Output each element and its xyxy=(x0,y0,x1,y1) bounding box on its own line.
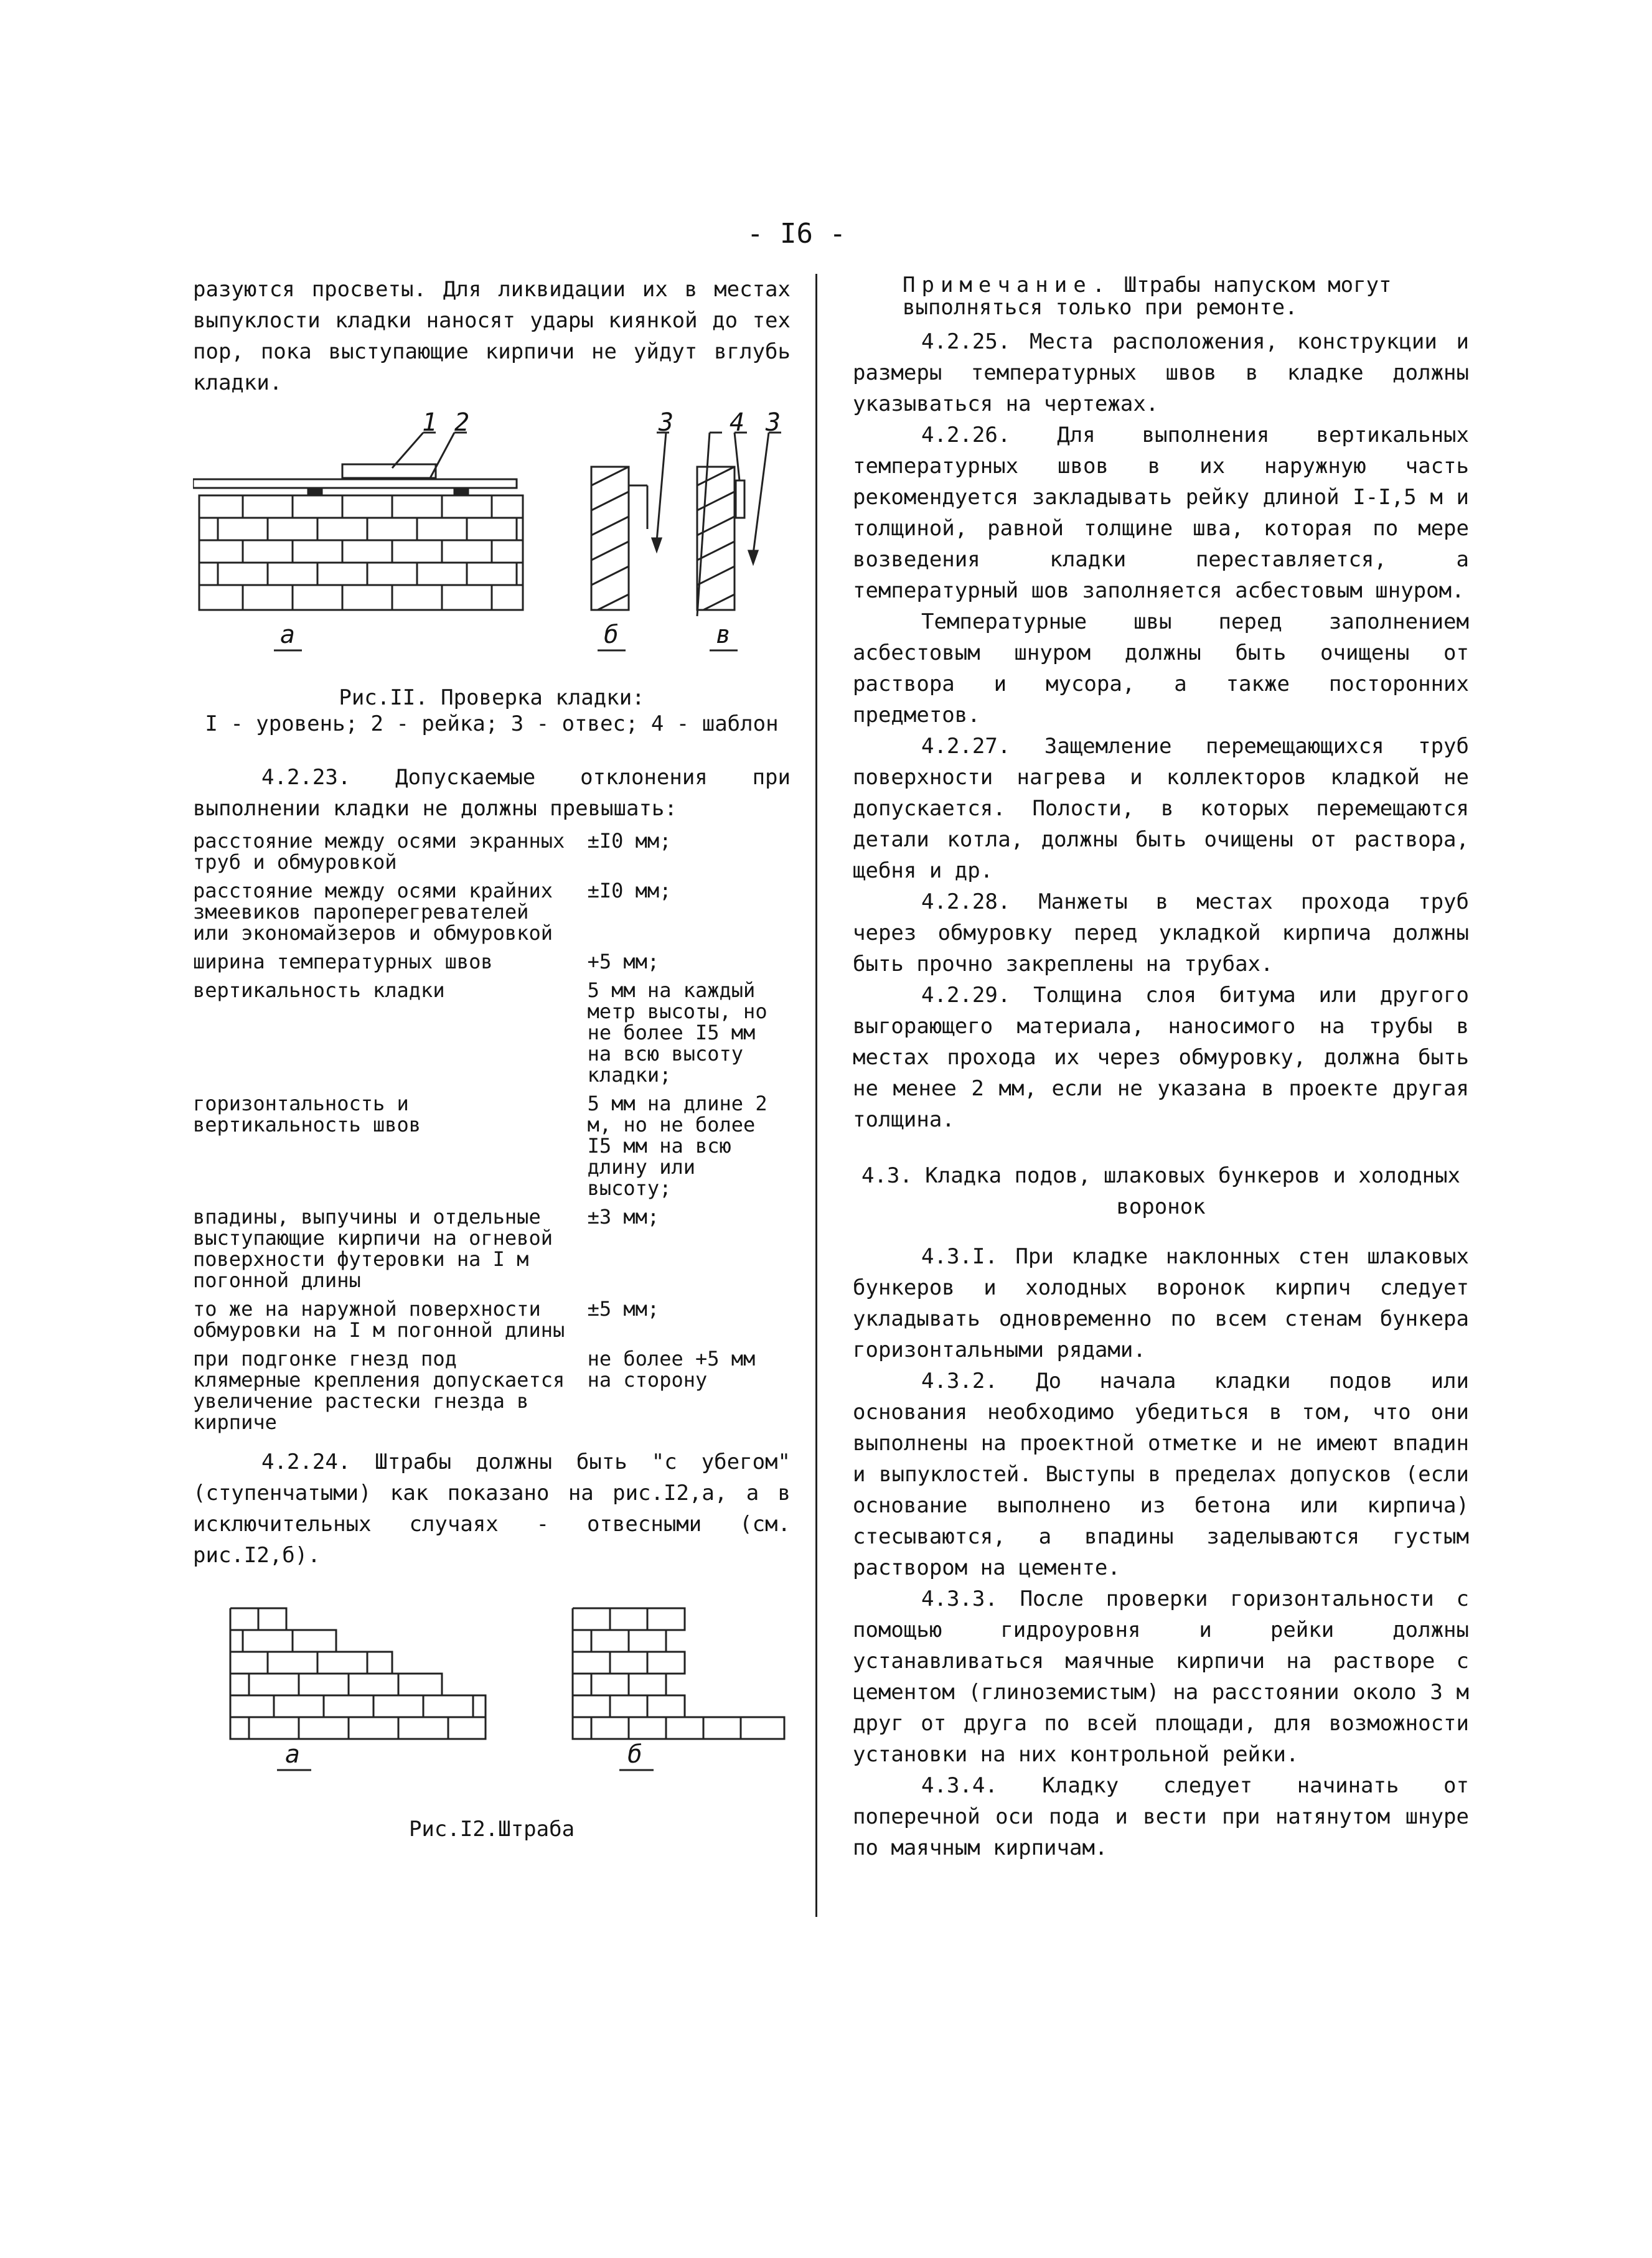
callout-3b: 3 xyxy=(766,408,781,437)
paragraph-4-2-28: 4.2.28. Манжеты в местах прохода труб через обмуровку перед укладкой кирпича должны быть прочно закреплены на трубах. xyxy=(853,889,1469,977)
paragraph-4-2-25: 4.2.25. Места расположения, конструкции и размеры температурных швов в кладке должны указываться на чертежах. xyxy=(853,329,1469,416)
page-number: - I6 - xyxy=(747,218,846,250)
paragraph-4-2-29: 4.2.29. Толщина слоя битума или другого выгорающего материала, наносимого на трубы в местах прохода их через обмуровку, должна быть не менее 2 мм, если не указана в проекте другая толщина. xyxy=(853,983,1469,1132)
paragraph-4-2-26: 4.2.26. Для выполнения вертикальных температурных швов в их наружную часть рекомендуется закладывать рейку длиной I-I,5 м и толщиной, равной толщине шва, которая по мере возведения кладки переставляется, а температурный шов заполняется асбестовым шнуром. xyxy=(853,423,1469,603)
rail-support xyxy=(454,488,468,495)
table-row: горизонтальность и вертикальность швов 5 мм на длине 2 м, но не более I5 мм на всю длину или высоту; xyxy=(193,1092,767,1200)
fig11-label-b: б xyxy=(604,621,619,649)
figure-12-drawing xyxy=(193,1583,791,1807)
figure-11-title: Рис.II. Проверка кладки: xyxy=(339,685,645,710)
callout-4: 4 xyxy=(730,408,745,437)
paragraph-4-2-24: 4.2.24. Штрабы должны быть "с убегом" (ступенчатыми) как показано на рис.I2,а, а в исключительных случаях - отвесными (см. рис.I2,б). xyxy=(193,1450,791,1568)
figure-11-caption xyxy=(193,685,791,737)
callout-1: 1 xyxy=(422,408,438,437)
callout-3: 3 xyxy=(659,408,674,437)
paragraph-4-2-23: 4.2.23. Допускаемые отклонения при выполнении кладки не должны превышать: xyxy=(193,765,791,821)
tolerance-table xyxy=(193,830,791,1440)
table-row: расстояние между осями экранных труб и обмуровкой ±I0 мм; xyxy=(193,829,672,874)
paragraph-4-2-27: 4.2.27. Защемление перемещающихся труб поверхности нагрева и коллекторов кладкой не допускается. Полости, в которых перемещаются детали котла, должны быть очищены от раствора, щебня и др. xyxy=(853,734,1469,883)
callout-2: 2 xyxy=(454,408,470,437)
table-row: впадины, выпучины и отдельные выступающие кирпичи на огневой поверхности футеровки на I м погонной длины ±3 мм; xyxy=(193,1205,660,1292)
column-divider xyxy=(815,274,817,1917)
wall-section-b xyxy=(591,467,629,610)
figure-11 xyxy=(193,408,791,672)
rail xyxy=(193,479,517,488)
right-column xyxy=(853,274,1469,1863)
note-text: Штрабы напуском могут выполняться только при ремонте. xyxy=(903,273,1392,320)
paragraph-4-3-2: 4.3.2. До начала кладки подов или основания необходимо убедиться в том, что они выполнены на проектной отметке и не имеют впадин и выпуклостей. Выступы в пределах допусков (если основание выполнено из бетона или кирпича) стесываются, а впадины заделываются густым раствором на цементе. xyxy=(853,1369,1469,1580)
table-row: вертикальность кладки 5 мм на каждый метр высоты, но не более I5 мм на всю высоту кладки; xyxy=(193,978,767,1087)
rail-support xyxy=(308,488,322,495)
paragraph-4-3-4: 4.3.4. Кладку следует начинать от поперечной оси пода и вести при натянутом шнуре по маячным кирпичам. xyxy=(853,1773,1469,1860)
figure-12-caption: Рис.I2.Штраба xyxy=(408,1817,575,1842)
figure-12 xyxy=(193,1583,791,1807)
paragraph-4-2-26-cont: Температурные швы перед заполнением асбестовым шнуром должны быть очищены от раствора и мусора, а также посторонних предметов. xyxy=(853,609,1469,728)
table-row: расстояние между осями крайних змеевиков пароперегревателей или экономайзеров и обмуровкой ±I0 мм; xyxy=(193,879,672,945)
fig12-label-a: а xyxy=(285,1740,301,1769)
intro-paragraph: разуются просветы. Для ликвидации их в местах выпуклости кладки наносят удары киянкой до тех пор, пока выступающие кирпичи не уйдут вглубь кладки. xyxy=(193,277,791,395)
left-column xyxy=(193,274,791,1845)
template-tool xyxy=(736,480,744,518)
fig12-label-b: б xyxy=(627,1740,643,1769)
note-label: Примечание. xyxy=(903,273,1112,297)
level-tool xyxy=(342,464,436,478)
table-row: при подгонке гнезд под клямерные крепления допускается увеличение растески гнезда в кирпиче не более +5 мм на сторону xyxy=(193,1347,756,1434)
section-heading-4-3: 4.3. Кладка подов, шлаковых бункеров и холодных воронок xyxy=(861,1163,1461,1219)
fig11-label-a: а xyxy=(280,621,296,649)
table-row: ширина температурных швов +5 мм; xyxy=(193,950,660,973)
paragraph-4-3-3: 4.3.3. После проверки горизонтальности с помощью гидроуровня и рейки должны устанавливаться маячные кирпичи на растворе с цементом (глиноземистым) на расстоянии около 3 м друг от друга по всей площади, для возможности установки на них контрольной рейки. xyxy=(853,1586,1469,1767)
fig11-label-v: в xyxy=(716,621,731,649)
note xyxy=(853,274,1469,319)
paragraph-4-3-1: 4.3.I. При кладке наклонных стен шлаковых бункеров и холодных воронок кирпич следует укладывать одновременно по всем стенам бункера горизонтальными рядами. xyxy=(853,1244,1469,1362)
figure-11-legend: I - уровень; 2 - рейка; 3 - отвес; 4 - шаблон xyxy=(205,711,779,736)
brick-wall-a xyxy=(199,495,523,610)
table-row: то же на наружной поверхности обмуровки на I м погонной длины ±5 мм; xyxy=(193,1297,660,1342)
